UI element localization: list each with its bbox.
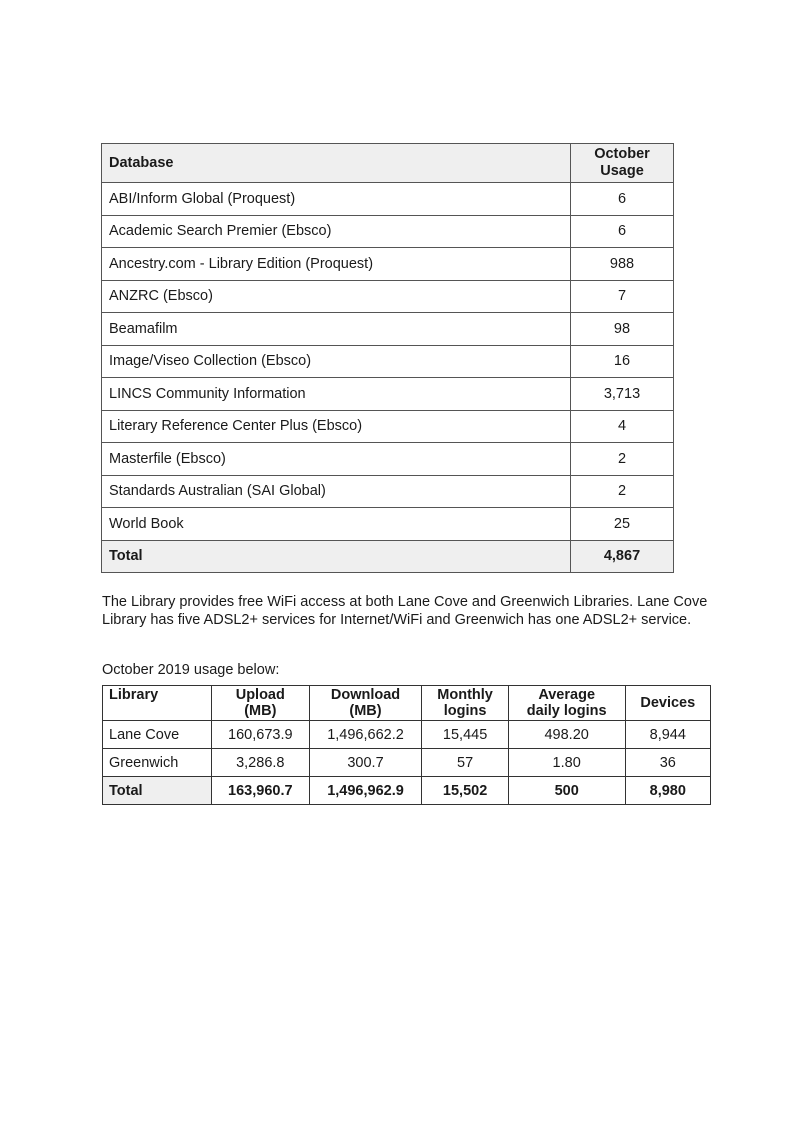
total-row — [103, 777, 711, 805]
monthly-logins-value: 57 — [422, 749, 508, 777]
wifi-description-paragraph: The Library provides free WiFi access at both Lane Cove and Greenwich Libraries. Lane Cove Library has five ADSL2+ services for Internet/WiFi and Greenwich has one ADSL2+ service. — [102, 594, 708, 628]
library-name: Greenwich — [103, 749, 212, 777]
devices-value: 8,944 — [625, 721, 710, 749]
monthly-logins-value: 15,445 — [422, 721, 508, 749]
database-name: Beamafilm — [102, 313, 571, 346]
monthly-logins-column-header — [422, 686, 508, 721]
database-name: ABI/Inform Global (Proquest) — [102, 183, 571, 216]
table-row — [102, 508, 674, 541]
download-header-line1: Download — [330, 687, 401, 703]
download-header-line2: (MB) — [349, 703, 382, 719]
database-column-header: Database — [102, 144, 571, 183]
table-row — [102, 410, 674, 443]
table-row — [102, 183, 674, 216]
table-row — [102, 248, 674, 281]
usage-header-line2: Usage — [600, 163, 644, 179]
table-row — [102, 443, 674, 476]
upload-column-header — [212, 686, 310, 721]
library-column-header: Library — [103, 686, 212, 721]
database-usage: 988 — [571, 248, 674, 281]
upload-header-line1: Upload — [235, 687, 285, 703]
database-usage: 2 — [571, 475, 674, 508]
database-usage: 3,713 — [571, 378, 674, 411]
devices-value: 36 — [625, 749, 710, 777]
download-column-header — [309, 686, 422, 721]
download-value: 1,496,662.2 — [309, 721, 422, 749]
devices-column-header: Devices — [625, 686, 710, 721]
database-usage: 98 — [571, 313, 674, 346]
database-usage: 7 — [571, 280, 674, 313]
database-usage: 6 — [571, 215, 674, 248]
library-name: Lane Cove — [103, 721, 212, 749]
total-average-daily-logins: 500 — [508, 777, 625, 805]
total-label: Total — [102, 540, 571, 573]
average-daily-logins-value: 498.20 — [508, 721, 625, 749]
database-name: Image/Viseo Collection (Ebsco) — [102, 345, 571, 378]
database-name: Literary Reference Center Plus (Ebsco) — [102, 410, 571, 443]
table-header-row — [103, 686, 711, 721]
total-row — [102, 540, 674, 573]
table-row — [102, 345, 674, 378]
download-value: 300.7 — [309, 749, 422, 777]
total-upload: 163,960.7 — [212, 777, 310, 805]
average-daily-logins-column-header — [508, 686, 625, 721]
table-header-row — [102, 144, 674, 183]
usage-header-line1: October — [594, 146, 650, 162]
wifi-usage-table — [102, 685, 711, 805]
database-name: ANZRC (Ebsco) — [102, 280, 571, 313]
usage-caption: October 2019 usage below: — [102, 662, 280, 678]
table-row — [102, 475, 674, 508]
database-usage: 25 — [571, 508, 674, 541]
database-name: Ancestry.com - Library Edition (Proquest) — [102, 248, 571, 281]
database-usage: 16 — [571, 345, 674, 378]
table-row — [102, 378, 674, 411]
database-name: LINCS Community Information — [102, 378, 571, 411]
total-usage: 4,867 — [571, 540, 674, 573]
table-row — [102, 215, 674, 248]
database-usage-table — [101, 143, 674, 573]
database-name: Standards Australian (SAI Global) — [102, 475, 571, 508]
average-daily-logins-value: 1.80 — [508, 749, 625, 777]
upload-header-line2: (MB) — [244, 703, 277, 719]
upload-value: 160,673.9 — [212, 721, 310, 749]
total-download: 1,496,962.9 — [309, 777, 422, 805]
logins-header-line1: Monthly — [437, 687, 493, 703]
table-row — [102, 280, 674, 313]
total-label: Total — [103, 777, 212, 805]
database-name: Academic Search Premier (Ebsco) — [102, 215, 571, 248]
total-monthly-logins: 15,502 — [422, 777, 508, 805]
table-row — [102, 313, 674, 346]
avg-header-line1: Average — [538, 687, 596, 703]
logins-header-line2: logins — [443, 703, 487, 719]
database-name: World Book — [102, 508, 571, 541]
october-usage-column-header — [571, 144, 674, 183]
database-name: Masterfile (Ebsco) — [102, 443, 571, 476]
database-usage: 6 — [571, 183, 674, 216]
table-row — [103, 721, 711, 749]
database-usage: 2 — [571, 443, 674, 476]
upload-value: 3,286.8 — [212, 749, 310, 777]
avg-header-line2: daily logins — [526, 703, 607, 719]
total-devices: 8,980 — [625, 777, 710, 805]
database-usage: 4 — [571, 410, 674, 443]
table-row — [103, 749, 711, 777]
